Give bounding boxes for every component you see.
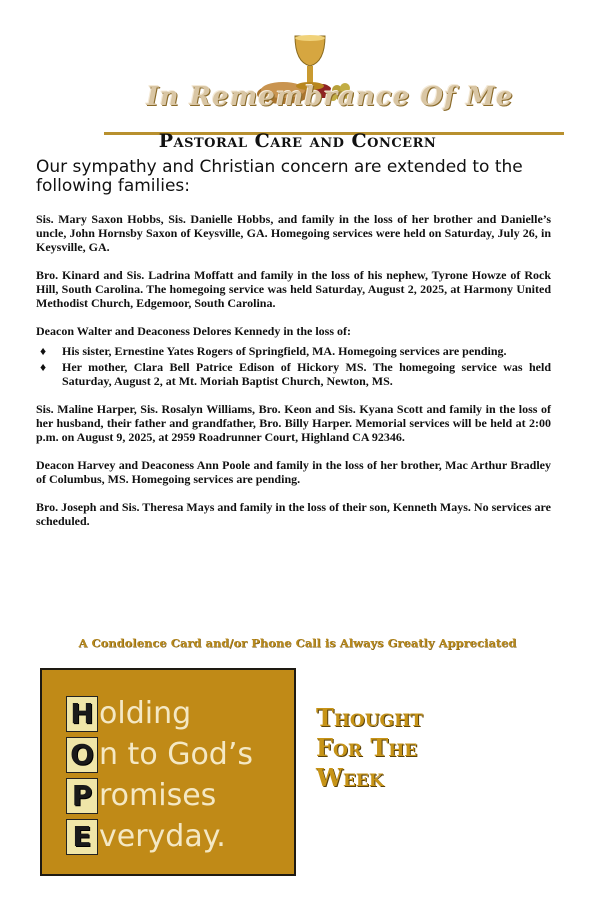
hope-word: romises	[99, 778, 217, 813]
family-paragraph: Sis. Mary Saxon Hobbs, Sis. Danielle Hobbs, and family in the loss of her brother and Danielle’s uncle, John Hornsby Saxon of Keysville, GA. Homegoing services were held on Saturday, July 26, in Keysville, GA.	[36, 212, 551, 254]
list-item	[36, 344, 551, 358]
family-paragraph: Bro. Kinard and Sis. Ladrina Moffatt and family in the loss of his nephew, Tyrone Howze of Rock Hill, South Carolina. The homegoing service was held Saturday, August 2, 2025, at Harmony United Methodist Church, Edgemoor, South Carolina.	[36, 268, 551, 310]
hope-line	[66, 692, 191, 732]
thought-line: For The	[316, 733, 418, 762]
hope-word: veryday.	[99, 819, 226, 854]
loss-bullet-list	[36, 344, 551, 388]
header	[0, 20, 595, 130]
page-title: Pastoral Care and Concern	[158, 130, 437, 152]
hope-letter: P	[66, 778, 98, 814]
diamond-bullet-icon: ♦	[40, 360, 47, 374]
thought-for-the-week	[316, 703, 516, 793]
list-item-text: His sister, Ernestine Yates Rogers of Springfield, MA. Homegoing services are pending.	[62, 344, 507, 358]
thought-line: Week	[316, 763, 384, 792]
hope-line	[66, 733, 253, 773]
hope-word: n to God’s	[99, 737, 254, 772]
hope-word: olding	[99, 696, 192, 731]
hope-letter: H	[66, 696, 98, 732]
list-item-text: Her mother, Clara Bell Patrice Edison of Hickory MS. The homegoing service was held Saturday, August 2, at Mt. Moriah Baptist Church, Newton, MS.	[62, 360, 551, 388]
condolence-note: A Condolence Card and/or Phone Call is Always Greatly Appreciated	[78, 636, 517, 650]
list-item	[36, 360, 551, 388]
family-paragraph: Bro. Joseph and Sis. Theresa Mays and family in the loss of their son, Kenneth Mays. No services are scheduled.	[36, 500, 551, 528]
hope-letter: O	[66, 737, 98, 773]
hope-letter: E	[66, 819, 98, 855]
banner-title: In Remembrance Of Me	[146, 82, 514, 112]
hope-line	[66, 815, 226, 855]
hope-line	[66, 774, 216, 814]
families-list	[36, 212, 551, 542]
family-paragraph: Deacon Walter and Deaconess Delores Kennedy in the loss of:	[36, 324, 351, 338]
family-paragraph: Deacon Harvey and Deaconess Ann Poole and family in the loss of her brother, Mac Arthur Bradley of Columbus, MS. Homegoing services are pending.	[36, 458, 551, 486]
diamond-bullet-icon: ♦	[40, 344, 47, 358]
hope-acrostic	[40, 668, 296, 876]
family-paragraph: Sis. Maline Harper, Sis. Rosalyn Williams, Bro. Keon and Sis. Kyana Scott and family in the loss of her husband, their father and grandfather, Bro. Billy Harper. Memorial services will be held at 2:00 p.m. on August 9, 2025, at 2959 Roadrunner Court, Highland CA 92346.	[36, 402, 551, 444]
intro-text: Our sympathy and Christian concern are extended to the following families:	[36, 157, 523, 196]
thought-line: Thought	[316, 703, 423, 732]
